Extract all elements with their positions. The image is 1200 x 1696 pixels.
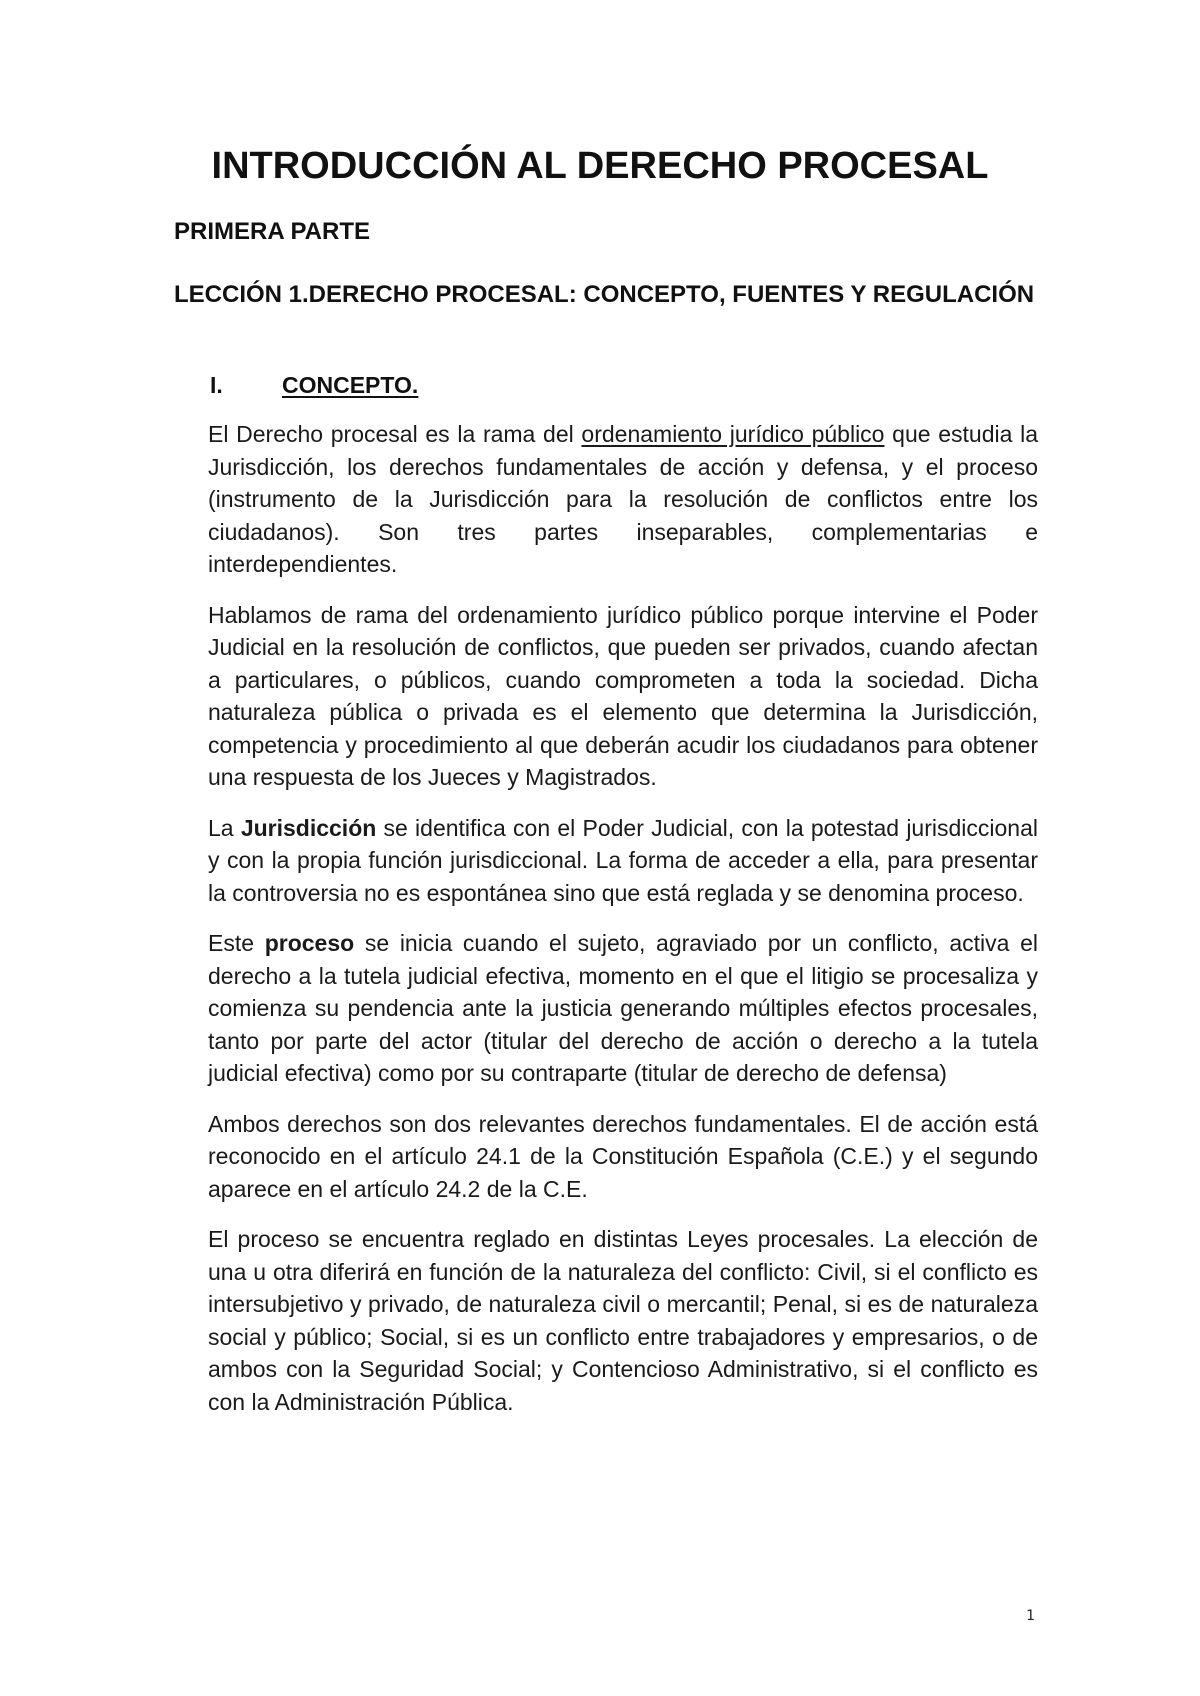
paragraph-1 [208, 418, 1038, 581]
paragraph-5: Ambos derechos son dos relevantes derechos fundamentales. El de acción está reconocido en el artículo 24.1 de la Constitución Española (C.E.) y el segundo aparece en el artículo 24.2 de la C.E. [208, 1110, 1038, 1202]
paragraph-1-end: que estudia la Jurisdicción, los derechos fundamentales de acción y defensa, y el proceso (instrumento de la Jurisdicción para la resolución de conflictos entre los ciudadanos). Son tres partes inseparables, complementarias e interdependientes. [208, 421, 1038, 577]
paragraph-1-start: El Derecho procesal es la rama del [208, 421, 582, 447]
paragraph-6: El proceso se encuentra reglado en distintas Leyes procesales. La elección de una u otra diferirá en función de la naturaleza del conflicto: Civil, si el conflicto es intersubjetivo y privado, de naturaleza civil o mercantil; Penal, si es de naturaleza social y público; Social, si es un conflicto entre trabajadores y empresarios, o de ambos con la Seguridad Social; y Contencioso Administrativo, si el conflicto es con la Administración Pública. [208, 1226, 1038, 1415]
bold-term-proceso: proceso [264, 930, 355, 956]
body-text [208, 418, 1038, 1436]
section-heading [210, 369, 418, 401]
paragraph-2: Hablamos de rama del ordenamiento jurídico público porque intervine el Poder Judicial en la resolución de conflictos, que pueden ser privados, cuando afectan a particulares, o públicos, cuando comprometen a toda la sociedad. Dicha naturaleza pública o privada es el elemento que determina la Jurisdicción, competencia y procedimiento al que deberán acudir los ciudadanos para obtener una respuesta de los Jueces y Magistrados. [208, 601, 1038, 790]
paragraph-3 [208, 812, 1038, 910]
lesson-heading: LECCIÓN 1.DERECHO PROCESAL: CONCEPTO, FUENTES Y REGULACIÓN [174, 281, 1035, 308]
page-number: 1 [1026, 1608, 1035, 1624]
paragraph-4-start: Este [208, 930, 265, 956]
paragraph-3-end: se identifica con el Poder Judicial, con la potestad jurisdiccional y con la propia función jurisdiccional. La forma de acceder a ella, para presentar la controversia no es espontánea sino que está reglada y se denomina proceso. [208, 814, 1038, 906]
section-number: I. [210, 372, 223, 398]
paragraph-4-end: se inicia cuando el sujeto, agraviado por un conflicto, activa el derecho a la tutela judicial efectiva, momento en el que el litigio se procesaliza y comienza su pendencia ante la justicia generando múltiples efectos procesales, tanto por parte del actor (titular del derecho de acción o derecho a la tutela judicial efectiva) como por su contraparte (titular de derecho de defensa) [208, 930, 1038, 1086]
bold-term-jurisdiccion: Jurisdicción [240, 814, 377, 841]
paragraph-4 [208, 927, 1038, 1090]
underlined-term: ordenamiento jurídico público [581, 421, 885, 447]
paragraph-3-start: La [208, 814, 241, 841]
part-heading: PRIMERA PARTE [174, 218, 371, 245]
section-title: CONCEPTO. [282, 372, 419, 398]
document-title: INTRODUCCIÓN AL DERECHO PROCESAL [211, 145, 989, 187]
